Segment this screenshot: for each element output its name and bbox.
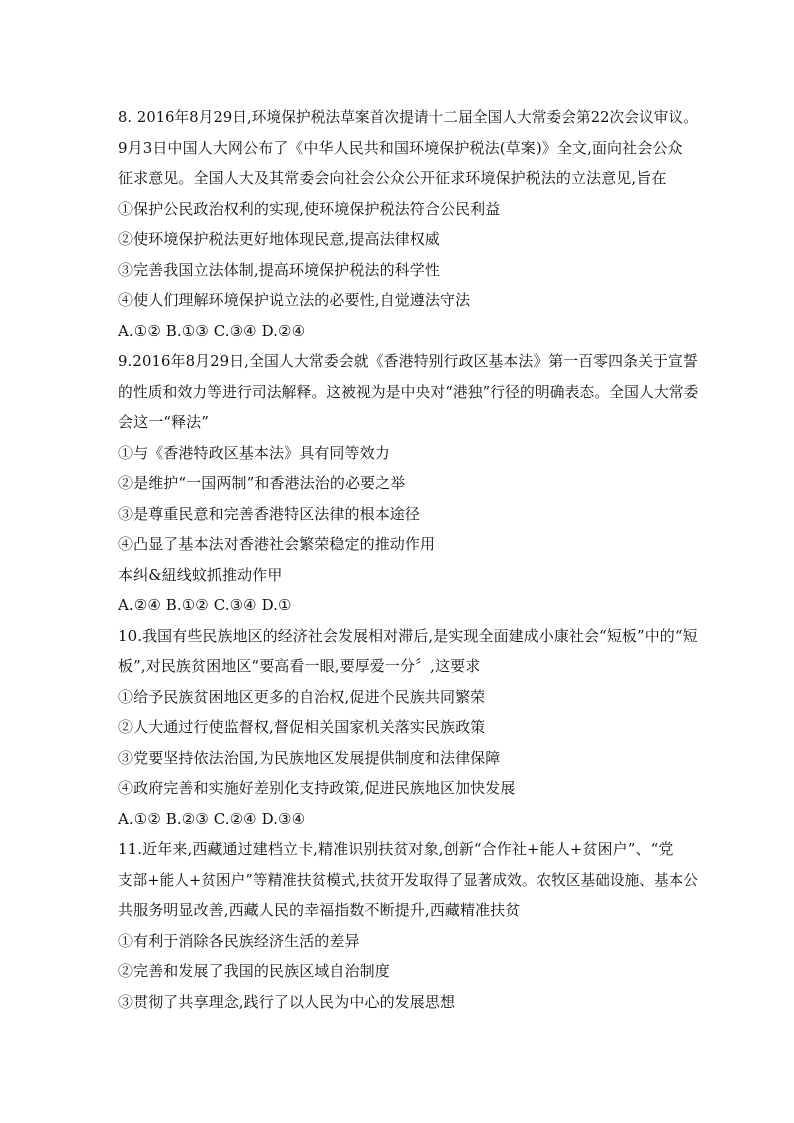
answer-options: A.①② B.①③ C.③④ D.②④	[118, 321, 306, 340]
choice-item: ②使环境保护税法更好地体现民意,提高法律权威	[118, 230, 440, 248]
exam-content	[118, 102, 698, 1017]
choice-item: ④使人们理解环境保护说立法的必要性,自觉遵法守法	[118, 291, 471, 309]
question-stem-line: 8. 2016年8月29日,环境保护税法草案首次提请十二届全国人大常委会第22次会议审议。	[118, 108, 698, 126]
choice-item: ③是尊重民意和完善香港特区法律的根本途径	[118, 504, 421, 523]
question-stem-line: 10.我国有些民族地区的经济社会发展相对滞后,是实现全面建成小康社会“短板”中的“短	[118, 626, 698, 645]
question-11	[118, 834, 698, 1017]
question-10	[118, 621, 698, 835]
answer-options: A.②④ B.①② C.③④ D.①	[118, 596, 292, 614]
question-stem-line: 会这一“释法”	[118, 413, 210, 431]
choice-item: ③完善我国立法体制,提高环境保护税法的科学性	[118, 260, 440, 279]
question-stem-line: 板”,对民族贫困地区“要高看一眼,要厚爱一分〞,这要求	[118, 657, 481, 675]
question-9	[118, 346, 698, 621]
choice-item: ①与《香港特政区基本法》具有同等效力	[118, 443, 390, 462]
question-stem-line: 征求意见。全国人大及其常委会向社会公众公开征求环境保护税法的立法意见,旨在	[118, 169, 667, 187]
question-stem-line: 共服务明显改善,西藏人民的幸福指数不断提升,西藏精准扶贫	[118, 901, 521, 919]
choice-item: ①给予民族贫困地区更多的自治权,促进个民族共同繁荣	[118, 687, 486, 706]
question-stem-line: 的性质和效力等进行司法解释。这被视为是中央对“港独”行径的明确表态。全国人大常委	[118, 382, 699, 401]
choice-item: ④政府完善和实施好差别化支持政策,促进民族地区加快发展	[118, 779, 516, 797]
choice-item: ②完善和发展了我国的民族区域自治制度	[118, 962, 390, 980]
choice-item: ③贯彻了共享理念,践行了以人民为中心的发展思想	[118, 992, 456, 1011]
choice-item: ②人大通过行使监督权,督促相关国家机关落实民族政策	[118, 718, 486, 736]
stray-text-line: 本纠&紐线蚊抓推动作甲	[118, 565, 283, 584]
choice-item: ③党要坚持依法治国,为民族地区发展提供制度和法律保障	[118, 748, 501, 767]
choice-item: ①有利于消除各民族经济生活的差异	[118, 931, 360, 950]
question-stem-line: 支部+能人+贫困户”等精准扶贫模式,扶贫开发取得了显著成效。农牧区基础设施、基本公	[118, 870, 698, 889]
choice-item: ②是维护“一国两制”和香港法治的必要之举	[118, 474, 406, 492]
answer-options: A.①② B.②③ C.②④ D.③④	[118, 809, 306, 828]
question-stem-line: 9月3日中国人大网公布了《中华人民共和国环境保护税法(草案)》全文,面向社会公众	[118, 138, 683, 157]
question-stem-line: 11.近年来,西藏通过建档立卡,精准识别扶贫对象,创新“合作社+能人+贫困户”、“党	[118, 840, 674, 858]
question-8	[118, 102, 698, 346]
choice-item: ①保护公民政治权利的实现,使环境保护税法符合公民利益	[118, 199, 501, 218]
choice-item: ④凸显了基本法对香港社会繁荣稳定的推动作用	[118, 535, 436, 553]
question-stem-line: 9.2016年8月29日,全国人大常委会就《香港特别行政区基本法》第一百零四条关于宣誓	[118, 352, 698, 370]
